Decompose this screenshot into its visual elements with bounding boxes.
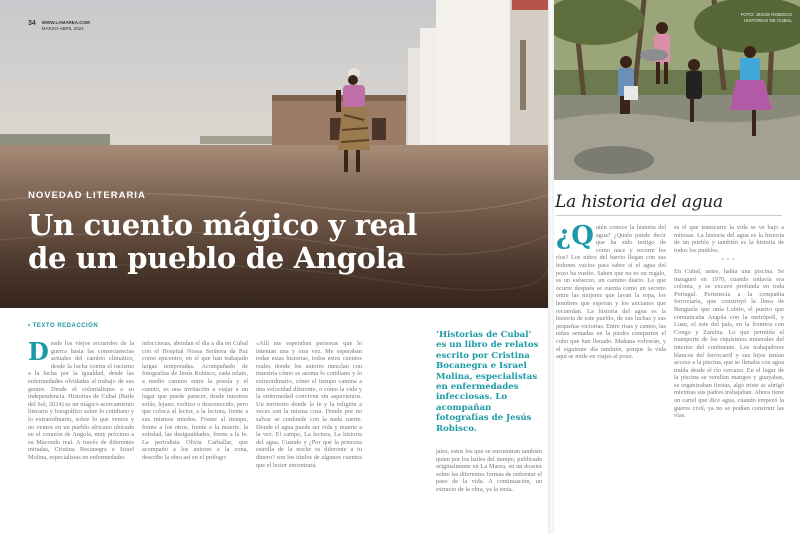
- folio-meta: [42, 20, 90, 32]
- folio: [28, 20, 90, 32]
- body-column-6: [674, 224, 784, 508]
- credit-line-2: HISTORIAS DE CUBAL: [744, 18, 792, 23]
- body-text: uién conoce la historia del agua? ¿Quién puede decir que ha sido testigo de cómo nace y recorre los ríos? Los niños del barrio llegan con sus bidones vacíos para saber si el agua del pozo ha vuelto. Saben que no es un regalo, es un esfuerzo, un camino diario. Lo que ocurre después se cuenta como un secreto entre las mujeres que lavan la ropa, los hombres que esperan y los ancianos que recuerdan. La historia del agua es la historia de este pueblo, de sus luchas y sus pequeñas victorias. Entre risas y cantos, las niñas sentadas en la piedra comparten el cubo que han llenado. Mañana volverán, y el siguiente día también, porque la vida aquí se mide en viajes al pozo.: [556, 224, 666, 361]
- body-column-2: [142, 340, 248, 505]
- hero-text: [28, 190, 528, 275]
- body-text: es el que transcurre la vida se ve bajo a mitosas. La historia del agua es la historia de un pueblo y también es la historia de todos los pueblos.: [674, 224, 784, 254]
- headline-line-1: Un cuento mágico y real: [28, 208, 418, 242]
- body-text: infecciosas, abordan el día a día en Cubal con el Hospital Nossa Senhora da Paz como epicentro, en el que han trabajado largas temporadas. Acompañado de fotografías de Jesús Robisco, cada relato, a medio camino entre la poesía y el cuento, es una invitación a viajar a un lugar que puede parecer, desde nuestros sofás, lejano, exótico o desconocido, pero que coloca al lector, a la lectora, frente a sus mismos miedos. Frente al tiempo, frente a los otros, frente a la muerte, la soledad, las desigualdades, frente a la fe. La periodista Olivia Carballar, que acompañó a los autores a la zona, describe la obra así en el prólogo:: [142, 340, 248, 461]
- body-text: jaíes, estos los que se encuentran también quien por los bailes del tiempo, publicado originalmente en La Marea, en un dossier sobre las diferentes formas de enfrentar el paso de la vida. A continuación, un extracto de la obra, ya la tenía.: [436, 448, 542, 493]
- section-kicker: NOVEDAD LITERARIA: [28, 190, 146, 201]
- children-photo: [554, 0, 800, 180]
- section-separator: ***: [721, 257, 737, 265]
- drop-cap: ¿Q: [556, 224, 594, 251]
- subheading: La historia del agua: [555, 192, 723, 212]
- body-text: «Allí me esperaban personas que lo intentan una y otra vez. Me esperaban todas estas historias, todos estos cuentos reales donde los autores mezclan con maestría cómo se asoma lo cotidiano y lo extraordinario, cómo el tiempo camina a una velocidad diferente, o cómo la vida y la enfermedad conviven sin aspavientos. Un territorio donde la fe y la religión a veces son la misma cosa. Donde por no salvar se confunde con la nada suerte. Donde el agua puede ser vida y muerte a la vez. El campo, La lectura, La historia del agua, Cuando y ¿Por qué la princesa estrella de la noche es diferente a tu dinero? son los títulos de algunos cuentos que el lector encontrará.: [256, 340, 362, 469]
- credit-line-1: FOTO: JESÚS ROBISCO: [740, 12, 792, 17]
- children-photo-illustration: [554, 0, 800, 180]
- body-column-4: [436, 448, 542, 503]
- body-text: En Cubal, antes, había una piscina. Se inauguró en 1970, cuando todavía era colonia, y se excavó profunda en toda Portugal. Pertenecía a la compañía ferroviaria, que construyó la línea de Benguela que unía Lobito, el puerto que comunicaba Angola con la metrópoli, y Luau, el este del país, en la frontera con Congo y Zambia. Lo que permitía el transporte de los riquísimos minerales del interior del continente. Los trabajadores blancos del ferrocarril y sus hijos tenían acceso a la piscina, que se llenaba con agua traída desde el río cercano. En el lugar de la piscina se vendían mangos y guayabas, se organizaban fiestas, algo triste se abrigó mientras sus padres trabajaban. Ahora tiene un cartel que dice agua, cuando empezó la guerra civil, ya no se podían construir las vías.: [674, 267, 784, 420]
- subheading-rule: [556, 215, 782, 216]
- photo-credit: [741, 12, 792, 24]
- body-column-3: [256, 340, 362, 505]
- headline: [28, 209, 528, 275]
- pull-quote: ‘Historias de Cubal’ es un libro de relatos escrito por Cristina Bocanegra e Israel Molina, especialistas en enfermedades infecciosas. Lo acompañan fotografías de Jesús Robisco.: [436, 330, 539, 434]
- drop-cap: D: [28, 340, 49, 366]
- byline: • TEXTO REDACCIÓN: [28, 323, 99, 329]
- body-column-1: [28, 340, 134, 505]
- site-url[interactable]: WWW.LAMAREA.COM: [41, 20, 90, 25]
- issue-date: MARZO-ABRIL 2024: [41, 26, 84, 31]
- headline-line-2: de un pueblo de Angola: [28, 241, 405, 275]
- page-number: 34: [28, 20, 36, 27]
- body-text: esde los viejos recuerdos de la guerra hasta las consecuencias actuales del cambio climático, desde la lucha contra el racismo a la lucha por la igualdad, desde las enfermedades olvidadas al trabajo de sus gentes. Desde el colonialismo a su independencia. Historias de Cubal (Baile del Sol, 2024) es un mágico acercamiento literario y fotográfico sobre lo cotidiano y lo extraordinario, sobre lo que vemos y no vemos en un pueblo africano ubicado en el corazón de Angola, muy próximo a su Macondo real. A través de diferentes miradas, Cristina Bocanegra e Israel Molina, especialistas en enfermedades: [28, 340, 134, 461]
- body-column-5: [556, 224, 666, 508]
